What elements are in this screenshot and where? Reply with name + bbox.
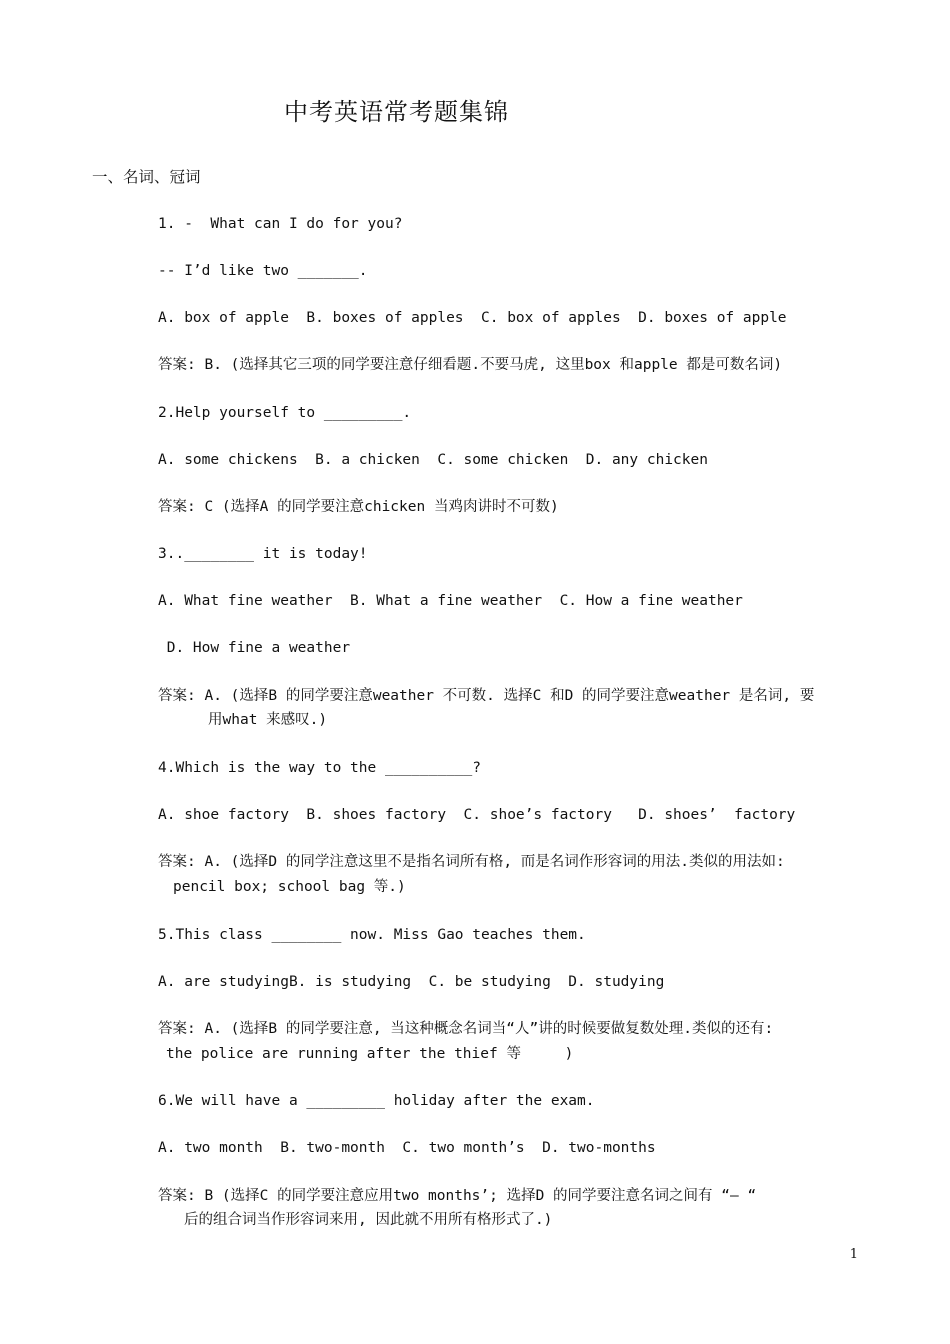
question-3-text: 3..________ it is today!	[158, 546, 368, 562]
question-5-answer-continued: the police are running after the thief 等 )	[166, 1046, 574, 1062]
question-3-answer: 答案: A. (选择B 的同学要注意weather 不可数. 选择C 和D 的同学要注意weather 是名词, 要	[158, 688, 815, 704]
question-2-answer: 答案: C (选择A 的同学要注意chicken 当鸡肉讲时不可数)	[158, 499, 559, 515]
question-1-answer: 答案: B. (选择其它三项的同学要注意仔细看题.不要马虎, 这里box 和apple 都是可数名词)	[158, 357, 783, 373]
question-1-reply: -- I’d like two _______.	[158, 263, 368, 279]
question-4-answer-continued: pencil box; school bag 等.)	[173, 879, 406, 895]
section-heading: 一、名词、冠词	[92, 168, 201, 186]
question-5-options: A. are studyingB. is studying C. be studying D. studying	[158, 974, 665, 990]
document-title: 中考英语常考题集锦	[284, 98, 509, 126]
question-1-text: 1. - What can I do for you?	[158, 216, 403, 232]
question-6-answer-continued: 后的组合词当作形容词来用, 因此就不用所有格形式了.)	[184, 1212, 553, 1228]
question-6-options: A. two month B. two-month C. two month’s D. two-months	[158, 1140, 656, 1156]
question-3-options: A. What fine weather B. What a fine weather C. How a fine weather	[158, 593, 743, 609]
question-6-answer: 答案: B (选择C 的同学要注意应用two months’; 选择D 的同学要注意名词之间有 “— “	[158, 1188, 757, 1204]
question-5-text: 5.This class ________ now. Miss Gao teaches them.	[158, 927, 586, 943]
question-2-options: A. some chickens B. a chicken C. some chicken D. any chicken	[158, 452, 708, 468]
question-4-text: 4.Which is the way to the __________?	[158, 760, 482, 776]
question-1-options: A. box of apple B. boxes of apples C. box of apples D. boxes of apple	[158, 310, 787, 326]
page-number: 1	[849, 1247, 858, 1262]
question-2-text: 2.Help yourself to _________.	[158, 405, 412, 421]
question-3-options-continued: D. How fine a weather	[158, 640, 351, 656]
question-4-options: A. shoe factory B. shoes factory C. shoe’s factory D. shoes’ factory	[158, 807, 796, 823]
question-3-answer-continued: 用what 来感叹.)	[208, 712, 328, 728]
question-5-answer: 答案: A. (选择B 的同学要注意, 当这种概念名词当“人”讲的时候要做复数处理.类似的还有:	[158, 1021, 774, 1037]
question-6-text: 6.We will have a _________ holiday after the exam.	[158, 1093, 595, 1109]
question-4-answer: 答案: A. (选择D 的同学注意这里不是指名词所有格, 而是名词作形容词的用法.类似的用法如:	[158, 854, 785, 870]
